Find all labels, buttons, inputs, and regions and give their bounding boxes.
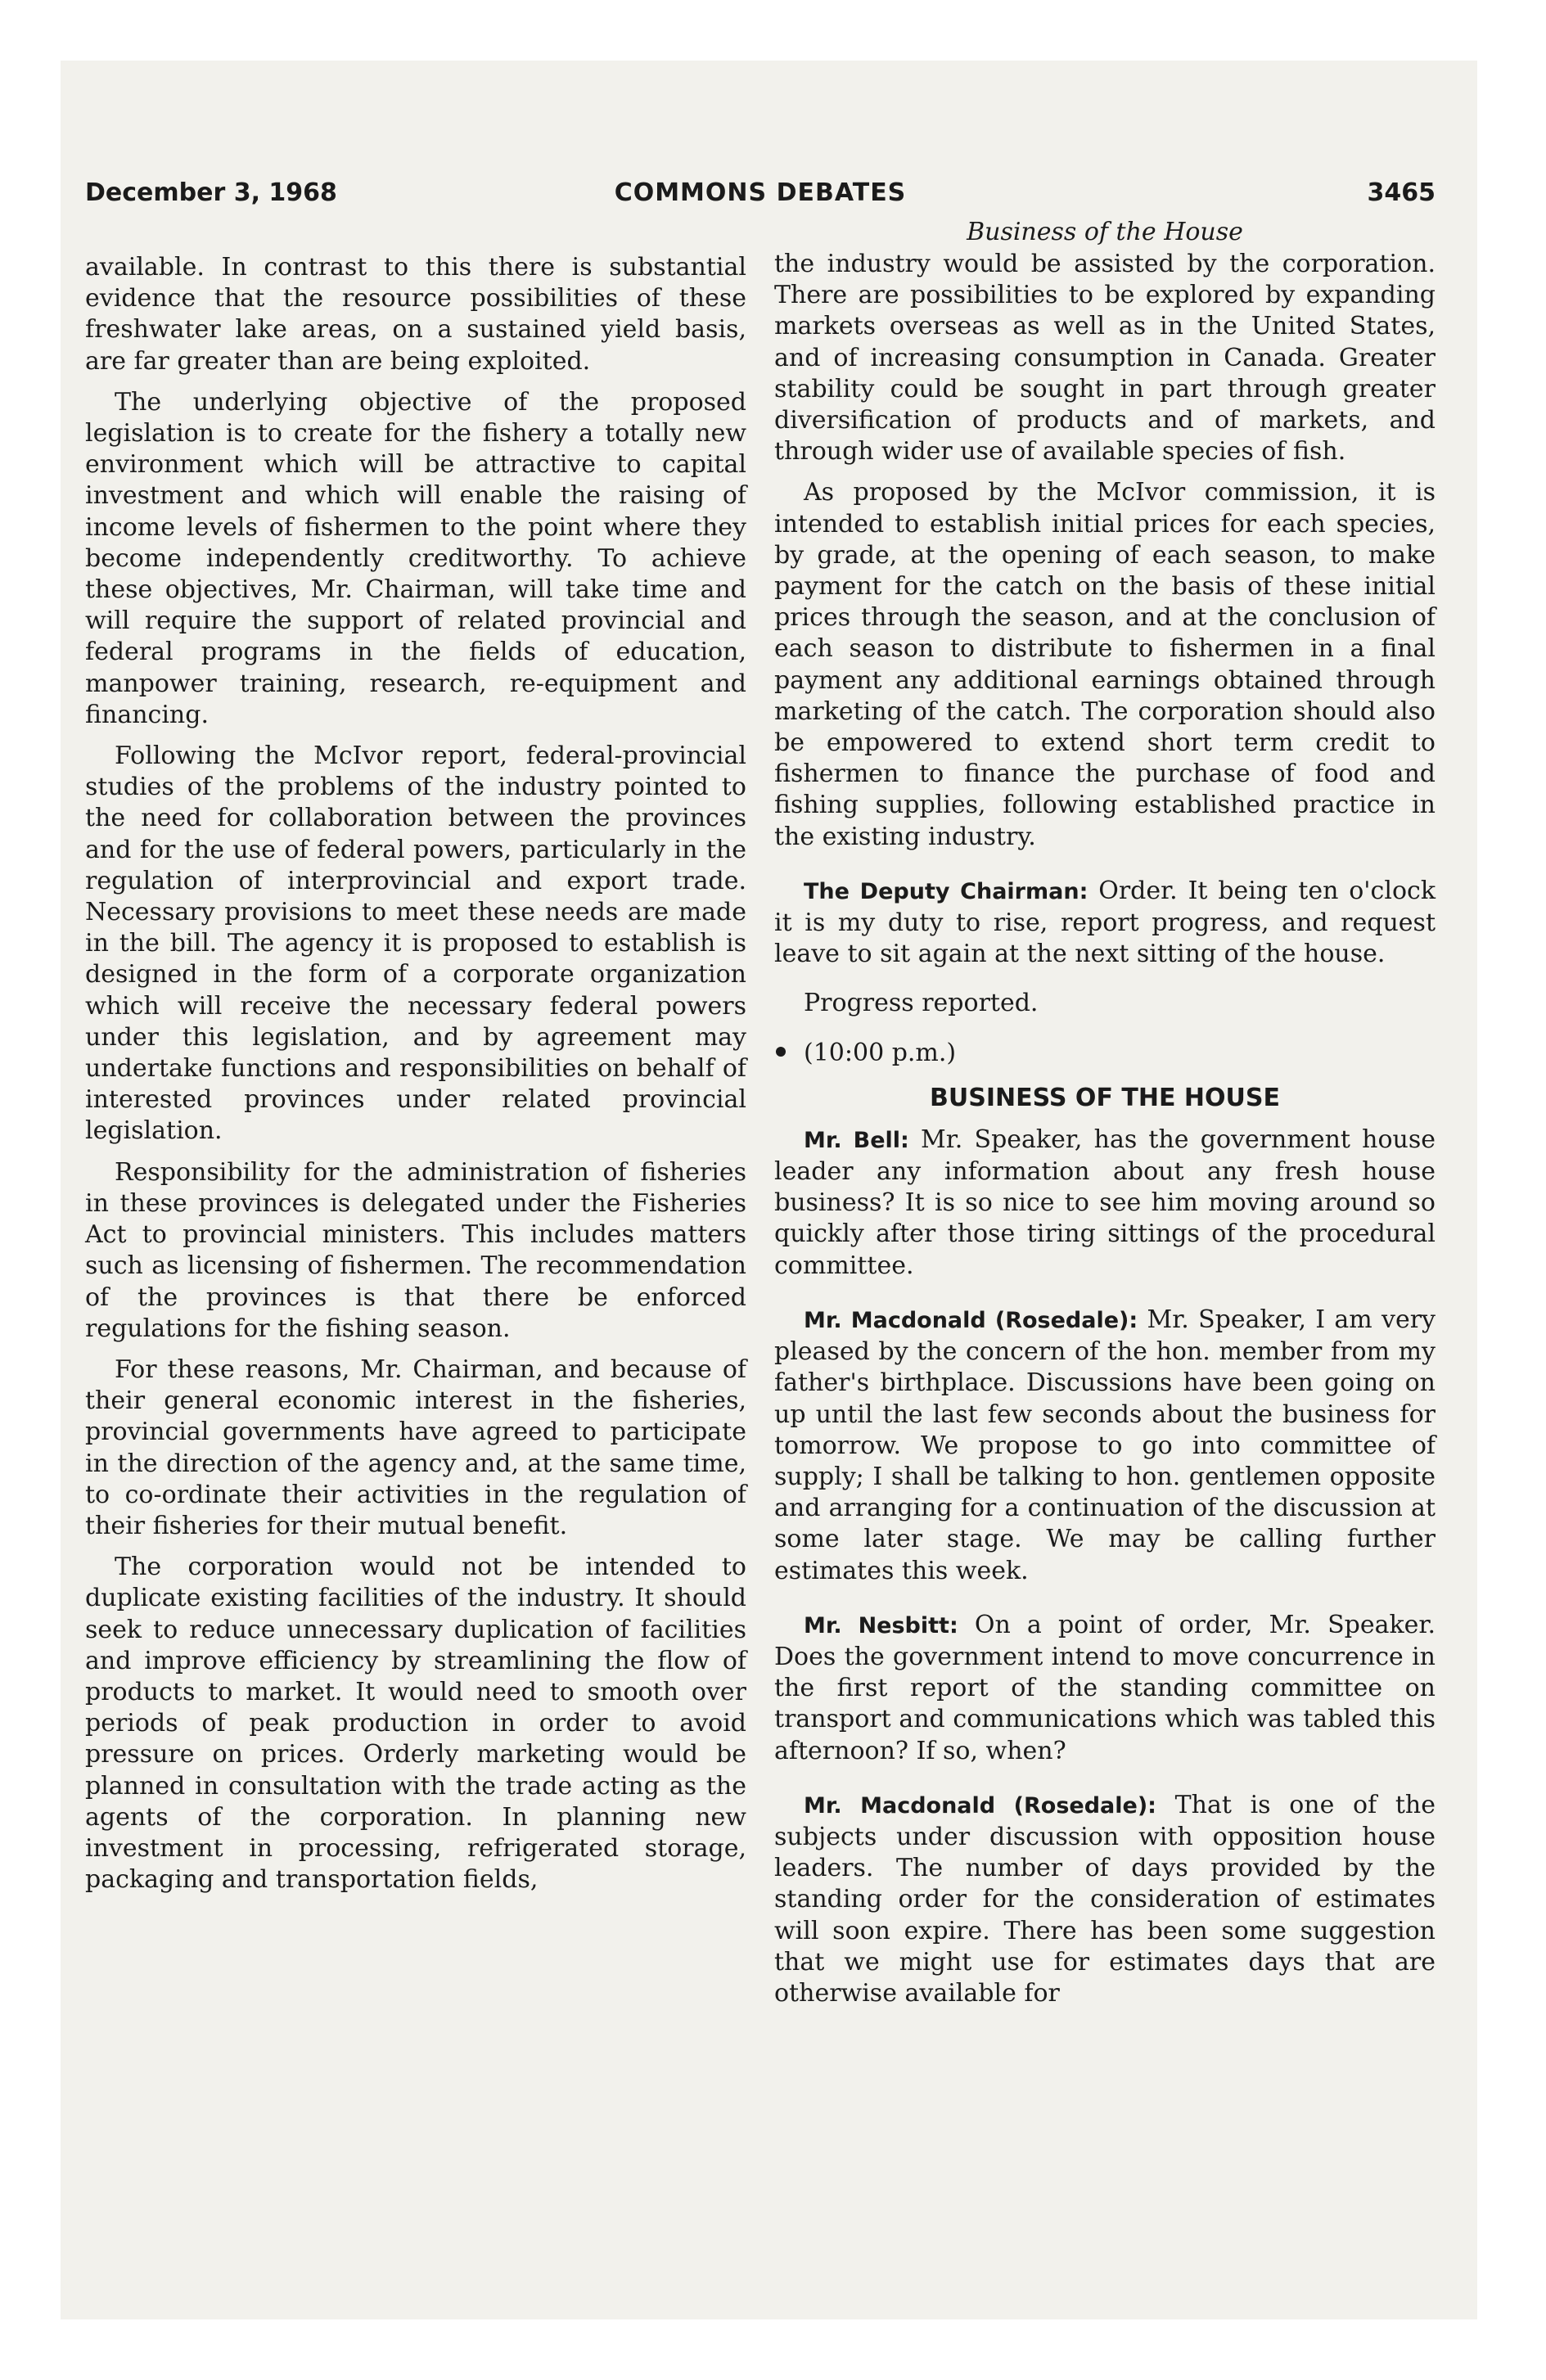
speaker-name: Mr. Nesbitt: — [804, 1612, 958, 1639]
section-heading: BUSINESS OF THE HOUSE — [930, 1083, 1280, 1112]
speech-text: Mr. Speaker, has the government house leader any information about any fresh house business? It is so nice to see him moving around so quickly after those tiring sittings of the procedural committee. — [774, 1125, 1436, 1280]
paragraph: For these reasons, Mr. Chairman, and because of their general economic interest in the fisheries, provincial governments have agreed to participate in the direction of the agency and, at the same time, to co-ordinate their activities in the regulation of their fisheries for their mutual benefit. — [85, 1355, 746, 1540]
speech-text: On a point of order, Mr. Speaker. Does the government intend to move concurrence in the first report of the standing committee on transport and communications which was tabled this afternoon? If so, when? — [774, 1610, 1436, 1765]
paragraph: available. In contrast to this there is substantial evidence that the resource possibilities of these freshwater lake areas, on a sustained yield basis, are far greater than are being exploited. — [85, 253, 746, 376]
time-marker-text: (10:00 p.m.) — [804, 1038, 957, 1067]
speaker-name: Mr. Macdonald (Rosedale): — [804, 1792, 1156, 1819]
header-page-number: 3465 — [1367, 178, 1436, 207]
speech-deputy-chairman — [774, 876, 1436, 971]
progress-reported: Progress reported. — [804, 989, 1039, 1018]
paragraph: Responsibility for the administration of fisheries in these provinces is delegated under the Fisheries Act to provincial ministers. This includes matters such as licensing of fishermen. The recommendation of the provinces is that there be enforced regulations for the fishing season. — [85, 1157, 746, 1343]
document-page — [85, 178, 1436, 2008]
speech-mr-bell — [774, 1125, 1436, 1282]
bullet-icon — [776, 1047, 786, 1057]
speech-mr-macdonald — [774, 1305, 1436, 1587]
header-date: December 3, 1968 — [85, 178, 337, 207]
speaker-name: The Deputy Chairman: — [804, 878, 1089, 904]
left-column — [85, 252, 746, 1895]
speaker-name: Mr. Macdonald (Rosedale): — [804, 1307, 1138, 1333]
speech-text: Order. It being ten o'clock it is my duty to rise, report progress, and request leave to sit again at the next sitting of the house. — [774, 876, 1436, 969]
paragraph: The underlying objective of the proposed legislation is to create for the fishery a totally new environment which will be attractive to capital investment and which will enable the raising of income levels of fishermen to the point where they become independently creditworthy. To achieve these objectives, Mr. Chairman, will take time and will require the support of related provincial and federal programs in the fields of education, manpower training, research, re-equipment and financing. — [85, 387, 746, 729]
speech-text: Mr. Speaker, I am very pleased by the concern of the hon. member from my father's birthplace. Discussions have been going on up until the last few seconds about the business for tomorrow. We propose to go into committee of supply; I shall be talking to hon. gentlemen opposite and arranging for a continuation of the discussion at some later stage. We may be calling further estimates this week. — [774, 1305, 1436, 1585]
right-column — [774, 216, 1436, 2009]
time-marker — [774, 1038, 1436, 1069]
page-header — [85, 178, 1436, 211]
paragraph: As proposed by the McIvor commission, it is intended to establish initial prices for each species, by grade, at the opening of each season, to make payment for the catch on the basis of these initial prices through the season, and at the conclusion of each season to distribute to fishermen in a final payment any additional earnings obtained through marketing of the catch. The corporation should also be empowered to extend short term credit to fishermen to finance the purchase of food and fishing supplies, following established practice in the existing industry. — [774, 478, 1436, 851]
speech-mr-macdonald — [774, 1790, 1436, 2009]
header-title: COMMONS DEBATES — [614, 178, 907, 207]
running-head: Business of the House — [967, 218, 1243, 246]
paragraph: the industry would be assisted by the corporation. There are possibilities to be explored by expanding markets overseas as well as in the United States, and of increasing consumption in Canada. Greater stability could be sought in part through greater diversification of products and of markets, and through wider use of available species of fish. — [774, 250, 1436, 467]
speech-mr-nesbitt — [774, 1610, 1436, 1767]
paragraph: Following the McIvor report, federal-provincial studies of the problems of the industry pointed to the need for collaboration between the provinces and for the use of federal powers, particularly in the regulation of interprovincial and export trade. Necessary provisions to meet these needs are made in the bill. The agency it is proposed to establish is designed in the form of a corporate organization which will receive the necessary federal powers under this legislation, and by agreement may undertake functions and responsibilities on behalf of interested provinces under related provincial legislation. — [85, 741, 746, 1146]
speaker-name: Mr. Bell: — [804, 1127, 909, 1153]
paragraph: The corporation would not be intended to duplicate existing facilities of the industry. It should seek to reduce unnecessary duplication of facilities and improve efficiency by streamlining the flow of products to market. It would need to smooth over periods of peak production in order to avoid pressure on prices. Orderly marketing would be planned in consultation with the trade acting as the agents of the corporation. In planning new investment in processing, refrigerated storage, packaging and transportation fields, — [85, 1553, 746, 1895]
speech-text: That is one of the subjects under discussion with opposition house leaders. The number of days provided by the standing order for the consideration of estimates will soon expire. There has been some suggestion that we might use for estimates days that are otherwise available for — [774, 1790, 1436, 2008]
